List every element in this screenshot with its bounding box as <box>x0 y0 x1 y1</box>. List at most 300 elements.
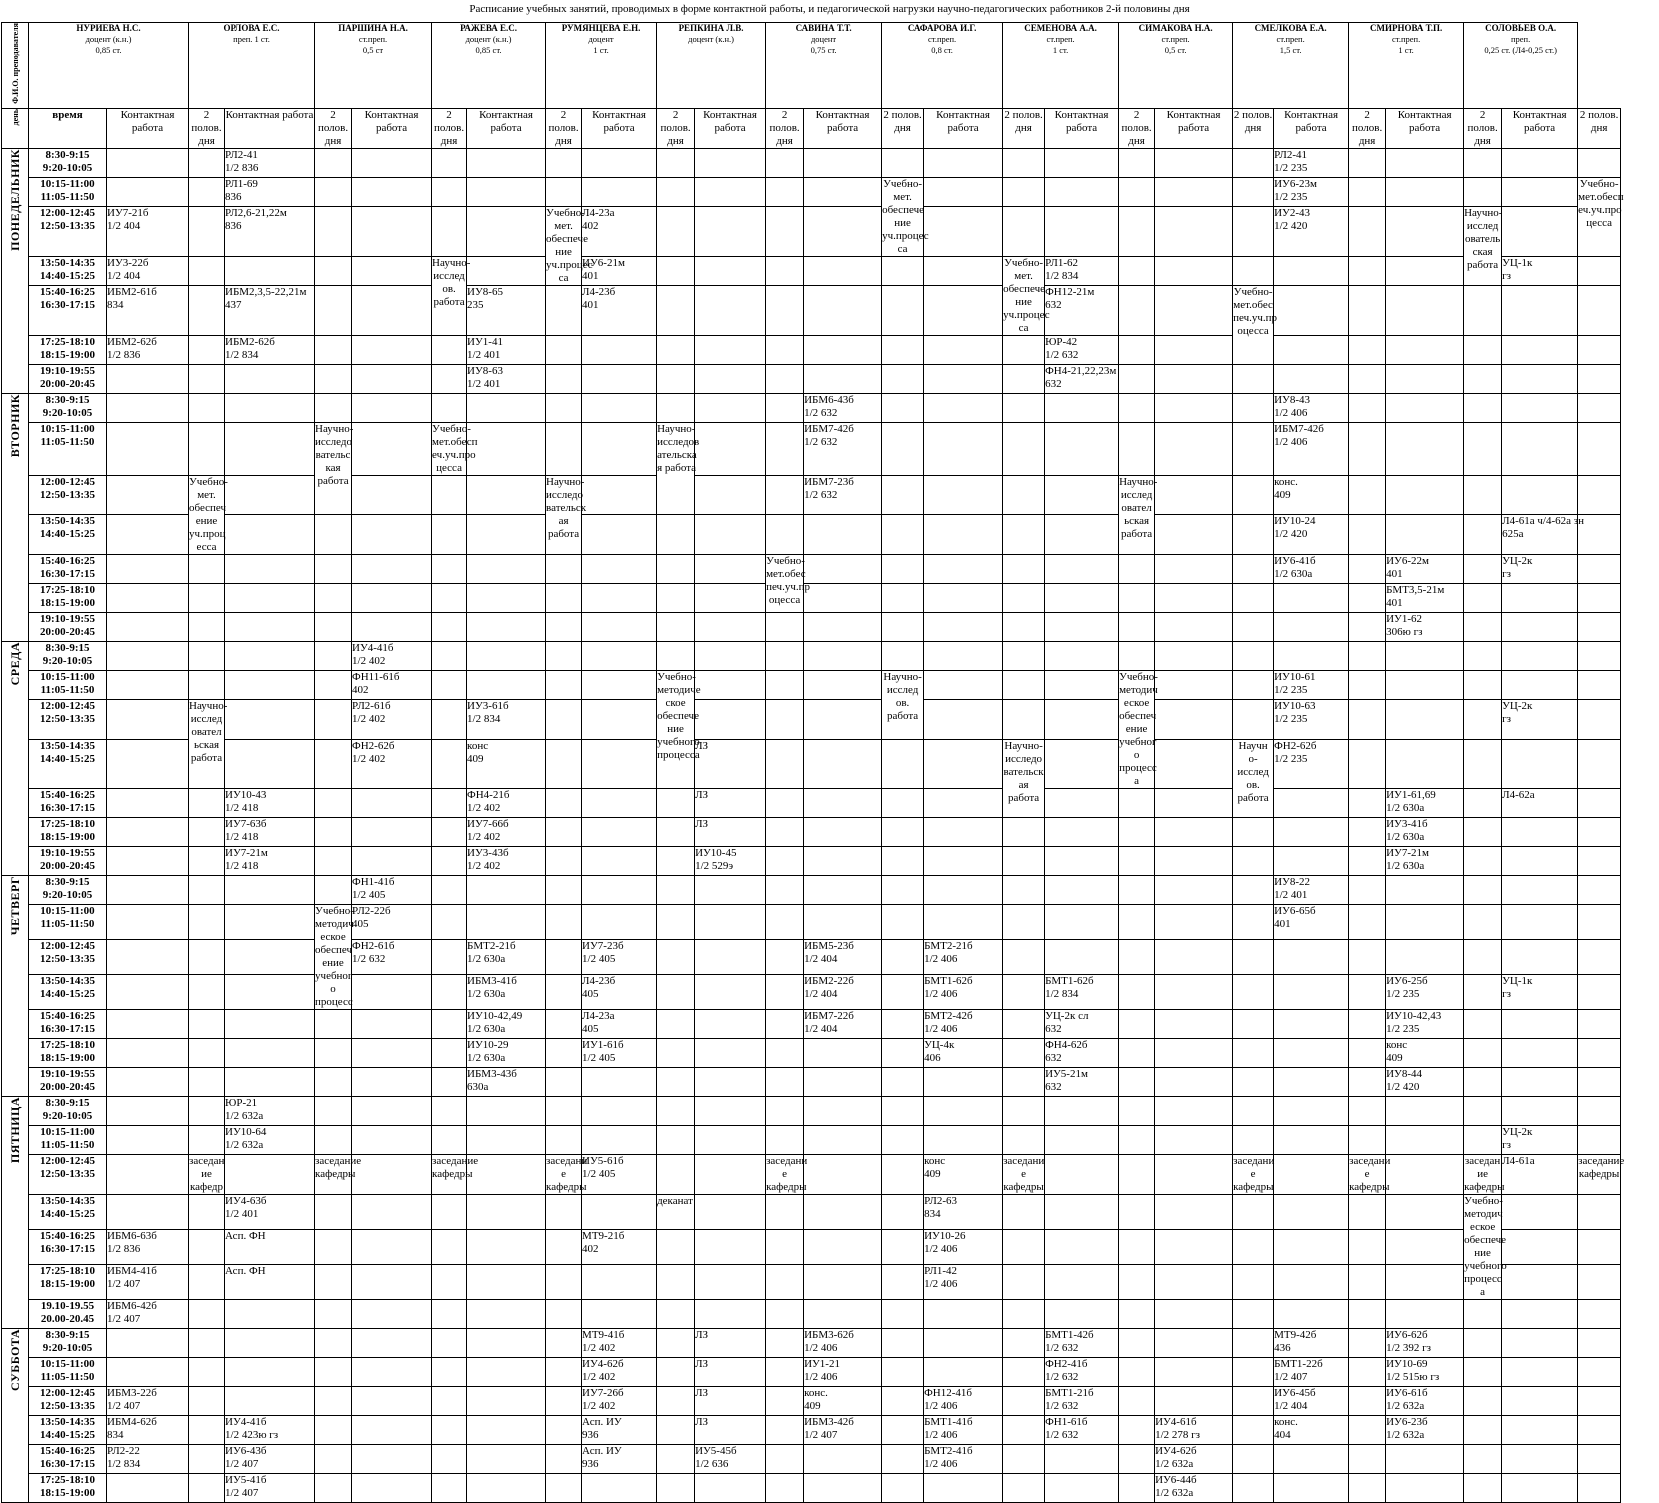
contact-work-cell <box>1274 335 1349 364</box>
activity-note-cell <box>1233 1154 1274 1194</box>
contact-work-cell <box>1502 177 1578 206</box>
cell-text-line: 1/2 407 <box>804 1428 838 1441</box>
contact-work-cell <box>1274 1357 1349 1386</box>
contact-work-cell <box>695 875 766 904</box>
half-day-cell <box>1003 515 1045 555</box>
teacher-name: НУРИЕВА Н.С. <box>76 23 141 33</box>
schedule-row <box>2 846 1621 875</box>
cell-text-line: кафедры <box>1464 1180 1505 1193</box>
contact-work-cell <box>1155 612 1233 641</box>
half-day-cell <box>546 554 582 583</box>
half-day-cell <box>657 583 695 612</box>
cell-text-line: 1/2 402 <box>352 753 386 766</box>
cell-text-line: обеспече <box>882 203 924 216</box>
cell-text-line: Л4-61а <box>1502 1154 1535 1167</box>
cell-text-line: исслед <box>433 269 465 282</box>
cell-text-line: работа <box>1120 527 1153 540</box>
contact-work-cell <box>1045 1299 1119 1328</box>
time-slot: 12:00-12:45 <box>40 699 95 712</box>
schedule-row <box>2 904 1621 939</box>
half-day-cell <box>432 148 467 177</box>
contact-work-cell <box>924 285 1003 335</box>
half-day-cell <box>189 364 225 393</box>
contact-work-cell <box>695 1357 766 1386</box>
contact-work-cell <box>804 515 882 555</box>
cell-text-line: уч.процес <box>1003 308 1050 321</box>
half-day-cell <box>315 1299 352 1328</box>
schedule-row <box>2 788 1621 817</box>
contact-work-cell <box>467 740 546 789</box>
time-slot: 17:25-18:10 <box>40 1473 95 1486</box>
cell-text-line: конс <box>924 1154 946 1167</box>
half-day-cell <box>1578 1299 1621 1328</box>
contact-work-cell <box>695 1154 766 1194</box>
cell-text-line: Научно- <box>432 256 471 269</box>
half-day-cell <box>315 177 352 206</box>
half-day-cell <box>657 364 695 393</box>
schedule-row <box>2 699 1621 740</box>
contact-work-cell <box>467 364 546 393</box>
half-day-cell <box>1349 1415 1386 1444</box>
half-day-cell <box>432 554 467 583</box>
cell-text-line: 1/2 632 <box>1045 1428 1079 1441</box>
cell-text-line: 1/2 632 <box>352 952 386 965</box>
contact-work-cell <box>1274 612 1349 641</box>
contact-work-cell <box>225 904 315 939</box>
contact-work-cell <box>924 1473 1003 1502</box>
contact-work-cell <box>924 904 1003 939</box>
half-day-cell <box>546 641 582 670</box>
contact-work-cell <box>695 1067 766 1096</box>
contact-work-cell <box>467 1357 546 1386</box>
schedule-row <box>2 364 1621 393</box>
contact-work-cell <box>695 612 766 641</box>
half-day-cell <box>315 1415 352 1444</box>
contact-work-cell <box>1155 788 1233 817</box>
half-day-cell <box>882 1264 924 1299</box>
cell-text-line: о <box>330 982 336 995</box>
half-day-cell <box>1578 1328 1621 1357</box>
contact-work-cell <box>107 515 189 555</box>
contact-work-cell <box>1386 788 1464 817</box>
half-day-cell <box>1464 1415 1502 1444</box>
cell-text-line: ИУ1-62 <box>1386 612 1423 625</box>
half-day-cell <box>882 393 924 422</box>
contact-work-cell <box>1502 1299 1578 1328</box>
half-day-cell <box>1464 641 1502 670</box>
cell-text-line: конс. <box>1274 1415 1298 1428</box>
cell-text-line: о- <box>1248 753 1258 766</box>
contact-work-cell <box>352 206 432 256</box>
half-day-cell <box>1233 1357 1274 1386</box>
cell-text-line: о <box>1133 748 1140 761</box>
half-day-cell <box>1578 1264 1621 1299</box>
half-day-cell <box>1119 256 1155 285</box>
half-day-cell <box>189 817 225 846</box>
half-day-cell <box>1578 1125 1621 1154</box>
contact-work-cell <box>352 904 432 939</box>
contact-work-cell <box>582 335 657 364</box>
half-day-cell <box>1233 974 1274 1009</box>
contact-work-cell <box>467 1328 546 1357</box>
time-slot: 10:15-11:00 <box>40 177 95 190</box>
time-slot-cell <box>29 285 107 335</box>
contact-work-cell <box>1502 817 1578 846</box>
half-day-cell <box>882 612 924 641</box>
teacher-rate: 1 ст. <box>1052 45 1069 55</box>
time-slot: 13:50-14:35 <box>40 515 95 528</box>
half-day-cell <box>189 875 225 904</box>
contact-work-cell <box>1386 939 1464 974</box>
time-slot-cell <box>29 206 107 256</box>
contact-work-cell <box>1274 1415 1349 1444</box>
cell-text-line: деканат <box>657 1194 693 1207</box>
half-day-cell <box>1349 206 1386 256</box>
contact-work-cell <box>924 670 1003 699</box>
half-day-cell <box>1349 554 1386 583</box>
time-slot: 10:15-11:00 <box>40 670 95 683</box>
half-day-cell <box>882 1473 924 1502</box>
contact-work-cell <box>1502 1096 1578 1125</box>
contact-work-cell <box>107 612 189 641</box>
half-day-cell <box>546 583 582 612</box>
half-day-cell <box>882 285 924 335</box>
time-slot: 11:05-11:50 <box>40 1370 95 1383</box>
time-slot-cell <box>29 641 107 670</box>
half-day-cell <box>882 515 924 555</box>
half-day-cell <box>1464 1096 1502 1125</box>
half-day-cell <box>546 939 582 974</box>
cell-text-line: 1/2 630а <box>467 1022 506 1035</box>
contact-work-cell <box>107 1194 189 1229</box>
half-day-cell <box>189 670 225 699</box>
contact-work-cell <box>107 1415 189 1444</box>
cell-text-line: обеспече <box>546 232 588 245</box>
contact-work-cell <box>804 670 882 699</box>
teacher-header-11 <box>1233 23 1349 109</box>
half-day-cell <box>1578 148 1621 177</box>
half-day-cell <box>1233 612 1274 641</box>
schedule-row <box>2 1328 1621 1357</box>
time-slot: 15:40-16:25 <box>40 285 95 298</box>
contact-work-cell <box>924 206 1003 256</box>
cell-text-line: 1/2 404 <box>804 1022 838 1035</box>
cell-text-line: 405 <box>582 1022 599 1035</box>
half-day-cell <box>189 285 225 335</box>
cell-text-line: РЛ2-22 <box>107 1444 140 1457</box>
half-day-header: 2 полов. дня <box>1119 108 1155 148</box>
cell-text-line: заседани <box>1233 1154 1275 1167</box>
contact-work-cell <box>1502 422 1578 475</box>
cell-text-line: ИБМ7-22б <box>804 1009 854 1022</box>
half-day-cell <box>1349 846 1386 875</box>
cell-text-line: ЛЗ <box>695 1415 709 1428</box>
cell-text-line: 632 <box>1045 1022 1062 1035</box>
schedule-row <box>2 1299 1621 1328</box>
half-day-cell <box>766 1357 804 1386</box>
cell-text-line: 1/2 406 <box>1274 406 1308 419</box>
half-day-cell <box>766 846 804 875</box>
half-day-cell <box>315 515 352 555</box>
time-slot: 15:40-16:25 <box>40 788 95 801</box>
contact-work-cell <box>1045 515 1119 555</box>
teacher-header-3 <box>315 23 432 109</box>
half-day-cell <box>1349 177 1386 206</box>
half-day-cell <box>1233 148 1274 177</box>
half-day-cell <box>315 1194 352 1229</box>
half-day-cell <box>882 939 924 974</box>
cell-text-line: Научно- <box>657 422 696 435</box>
cell-text-line: процесс <box>1119 761 1157 774</box>
contact-work-cell <box>1502 875 1578 904</box>
half-day-cell <box>657 641 695 670</box>
half-day-cell <box>546 875 582 904</box>
contact-work-cell <box>1502 515 1584 555</box>
half-day-cell <box>1119 846 1155 875</box>
cell-text-line: ИБМ3-22б <box>107 1386 157 1399</box>
half-day-cell <box>432 1357 467 1386</box>
cell-text-line: Научно- <box>315 422 354 435</box>
cell-text-line: 1/2 630а <box>467 987 506 1000</box>
cell-text-line: гз <box>1502 1138 1511 1151</box>
half-day-cell <box>1349 515 1386 555</box>
cell-text-line: 1/2 404 <box>107 269 141 282</box>
contact-work-cell <box>582 1328 657 1357</box>
cell-text-line: 1/2 402 <box>352 712 386 725</box>
contact-work-cell <box>107 641 189 670</box>
contact-work-cell <box>107 256 189 285</box>
cell-text-line: 1/2 632 <box>1045 1370 1079 1383</box>
cell-text-line: ФН4-21,22,23м <box>1045 364 1117 377</box>
cell-text-line: 405 <box>582 987 599 1000</box>
cell-text-line: процесс <box>1464 1272 1502 1285</box>
cell-text-line: 1/2 401 <box>467 348 501 361</box>
half-day-cell <box>315 1328 352 1357</box>
half-day-cell <box>1119 1038 1155 1067</box>
contact-work-cell <box>1386 974 1464 1009</box>
time-slot: 11:05-11:50 <box>40 435 95 448</box>
half-day-cell <box>1233 1067 1274 1096</box>
half-day-cell <box>1003 817 1045 846</box>
half-day-cell <box>1119 583 1155 612</box>
half-day-cell <box>1233 206 1274 256</box>
half-day-cell <box>766 393 804 422</box>
contact-work-cell <box>1502 1328 1578 1357</box>
contact-work-cell <box>804 699 882 740</box>
contact-work-cell <box>1502 393 1578 422</box>
contact-work-cell <box>804 475 882 515</box>
contact-work-cell <box>1045 699 1119 740</box>
cell-text-line: ИБМ3-41б <box>467 974 517 987</box>
contact-work-cell <box>1155 475 1233 515</box>
cell-text-line: 1/2 406 <box>924 987 958 1000</box>
contact-work-cell <box>582 846 657 875</box>
half-day-cell <box>1464 554 1502 583</box>
teacher-rate: 0,8 ст. <box>931 45 953 55</box>
cell-text-line: 1/2 406 <box>804 1370 838 1383</box>
cell-text-line: ИУ3-22б <box>107 256 149 269</box>
activity-note-cell <box>1578 177 1624 256</box>
cell-text-line: УЦ-4к <box>924 1038 955 1051</box>
schedule-row <box>2 1067 1621 1096</box>
contact-work-cell <box>107 393 189 422</box>
half-day-cell <box>1003 177 1045 206</box>
cell-text-line: Научно- <box>546 475 585 488</box>
contact-work-cell <box>352 177 432 206</box>
half-day-cell <box>432 904 467 939</box>
contact-work-cell <box>467 846 546 875</box>
cell-text-line: ИУ4-62б <box>1155 1444 1197 1457</box>
cell-text-line: 1/2 632 <box>1045 1399 1079 1412</box>
schedule-row <box>2 1038 1621 1067</box>
cell-text-line: мет.обесп <box>432 435 478 448</box>
half-day-cell <box>766 875 804 904</box>
half-day-cell <box>1119 1415 1155 1444</box>
activity-note-cell <box>766 554 811 612</box>
cell-text-line: ИУ7-23б <box>582 939 624 952</box>
time-slot-cell <box>29 740 107 789</box>
cell-text-line: Асп. ИУ <box>582 1415 622 1428</box>
half-day-header: 2 полов. дня <box>766 108 804 148</box>
half-day-cell <box>432 1299 467 1328</box>
half-day-cell <box>1003 1009 1045 1038</box>
contact-work-cell <box>924 1357 1003 1386</box>
teacher-rate: 0,75 ст. <box>810 45 837 55</box>
cell-text-line: обеспеч <box>189 501 227 514</box>
contact-work-cell <box>804 1264 882 1299</box>
half-day-cell <box>1233 1328 1274 1357</box>
half-day-cell <box>657 1386 695 1415</box>
time-slot: 14:40-15:25 <box>40 987 95 1000</box>
contact-work-cell <box>695 515 766 555</box>
contact-work-cell <box>1045 393 1119 422</box>
half-day-cell <box>882 583 924 612</box>
half-day-cell <box>882 1299 924 1328</box>
activity-note-cell <box>1233 285 1278 364</box>
teacher-position: доцент (к.н.) <box>85 34 132 44</box>
half-day-cell <box>657 1194 695 1229</box>
contact-work-cell <box>352 1264 432 1299</box>
contact-work-cell <box>924 1264 1003 1299</box>
half-day-cell <box>1119 1229 1155 1264</box>
cell-text-line: 409 <box>1274 488 1291 501</box>
cell-text-line: 1/2 235 <box>1274 190 1308 203</box>
half-day-cell <box>1578 1096 1621 1125</box>
half-day-cell <box>1003 583 1045 612</box>
half-day-cell <box>1349 1264 1386 1299</box>
time-slot-cell <box>29 1154 107 1194</box>
contact-work-cell <box>225 788 315 817</box>
contact-work-cell <box>1045 939 1119 974</box>
cell-text-line: ИБМ4-62б <box>107 1415 157 1428</box>
contact-work-cell <box>352 1009 432 1038</box>
cell-text-line: ЮР-42 <box>1045 335 1078 348</box>
cell-text-line: 632 <box>1045 377 1062 390</box>
teacher-name: ОРЛОВА Е.С. <box>223 23 280 33</box>
contact-work-cell <box>1502 1067 1578 1096</box>
contact-work-cell <box>1274 422 1349 475</box>
contact-work-cell <box>1155 1125 1233 1154</box>
activity-note-cell <box>432 422 478 475</box>
contact-work-cell <box>467 1386 546 1415</box>
cell-text-line: 1/2 407 <box>107 1399 141 1412</box>
time-slot: 19.10-19.55 <box>40 1299 95 1312</box>
half-day-cell <box>432 364 467 393</box>
cell-text-line: ов. <box>895 696 910 709</box>
cell-text-line: 1/2 420 <box>1386 1080 1420 1093</box>
teacher-header-4 <box>432 23 546 109</box>
cell-text-line: ФН2-62б <box>352 740 395 753</box>
half-day-cell <box>657 1299 695 1328</box>
half-day-cell <box>766 1067 804 1096</box>
teacher-position: доцент <box>810 34 837 44</box>
half-day-cell <box>1464 1386 1502 1415</box>
contact-work-cell <box>1502 475 1578 515</box>
half-day-cell <box>546 1009 582 1038</box>
activity-note-cell <box>1464 1154 1505 1194</box>
contact-work-cell <box>695 206 766 256</box>
contact-work-cell <box>352 1096 432 1125</box>
time-slot: 17:25-18:10 <box>40 1038 95 1051</box>
half-day-cell <box>1578 1229 1621 1264</box>
contact-work-cell <box>1386 1473 1464 1502</box>
contact-work-cell <box>1045 788 1119 817</box>
half-day-cell <box>1003 1067 1045 1096</box>
cell-text-line: 632 <box>1045 1080 1062 1093</box>
contact-work-cell <box>804 612 882 641</box>
cell-text-line: 1/2 632 <box>804 435 838 448</box>
half-day-cell <box>1119 1096 1155 1125</box>
contact-work-header: Контактная работа <box>1386 108 1464 148</box>
cell-text-line: 1/2 235 <box>1274 712 1308 725</box>
contact-work-cell <box>582 285 657 335</box>
half-day-cell <box>657 1357 695 1386</box>
cell-text-line: 1/2 406 <box>804 1341 838 1354</box>
cell-text-line: кафедры <box>766 1180 807 1193</box>
contact-work-cell <box>467 422 546 475</box>
cell-text-line: Научно- <box>883 670 922 683</box>
time-slot-cell <box>29 1194 107 1229</box>
half-day-cell <box>1349 422 1386 475</box>
contact-work-cell <box>804 641 882 670</box>
cell-text-line: БМТ2-41б <box>924 1444 973 1457</box>
contact-work-cell <box>1502 364 1578 393</box>
half-day-cell <box>882 1096 924 1125</box>
cell-text-line: заседан <box>189 1154 225 1167</box>
contact-work-cell <box>1155 1473 1233 1502</box>
half-day-header: 2 полов. дня <box>1233 108 1274 148</box>
cell-text-line: 1/2 402 <box>582 1370 616 1383</box>
cell-text-line: 1/2 406 <box>924 1457 958 1470</box>
cell-text-line: РЛ2,6-21,22м <box>225 206 287 219</box>
contact-work-cell <box>225 817 315 846</box>
time-slot: 16:30-17:15 <box>40 298 95 311</box>
contact-work-cell <box>107 475 189 515</box>
cell-text-line: оцесса <box>768 593 801 606</box>
contact-work-cell <box>467 939 546 974</box>
activity-note-cell <box>1233 740 1274 818</box>
contact-work-cell <box>1502 1357 1578 1386</box>
contact-work-cell <box>107 939 189 974</box>
cell-text-line: ИУ7-63б <box>225 817 267 830</box>
half-day-cell <box>1003 475 1045 515</box>
contact-work-cell <box>107 1229 189 1264</box>
half-day-cell <box>1578 939 1621 974</box>
contact-work-cell <box>467 515 546 555</box>
time-slot-cell <box>29 1067 107 1096</box>
contact-work-cell <box>225 641 315 670</box>
contact-work-cell <box>107 1154 189 1194</box>
